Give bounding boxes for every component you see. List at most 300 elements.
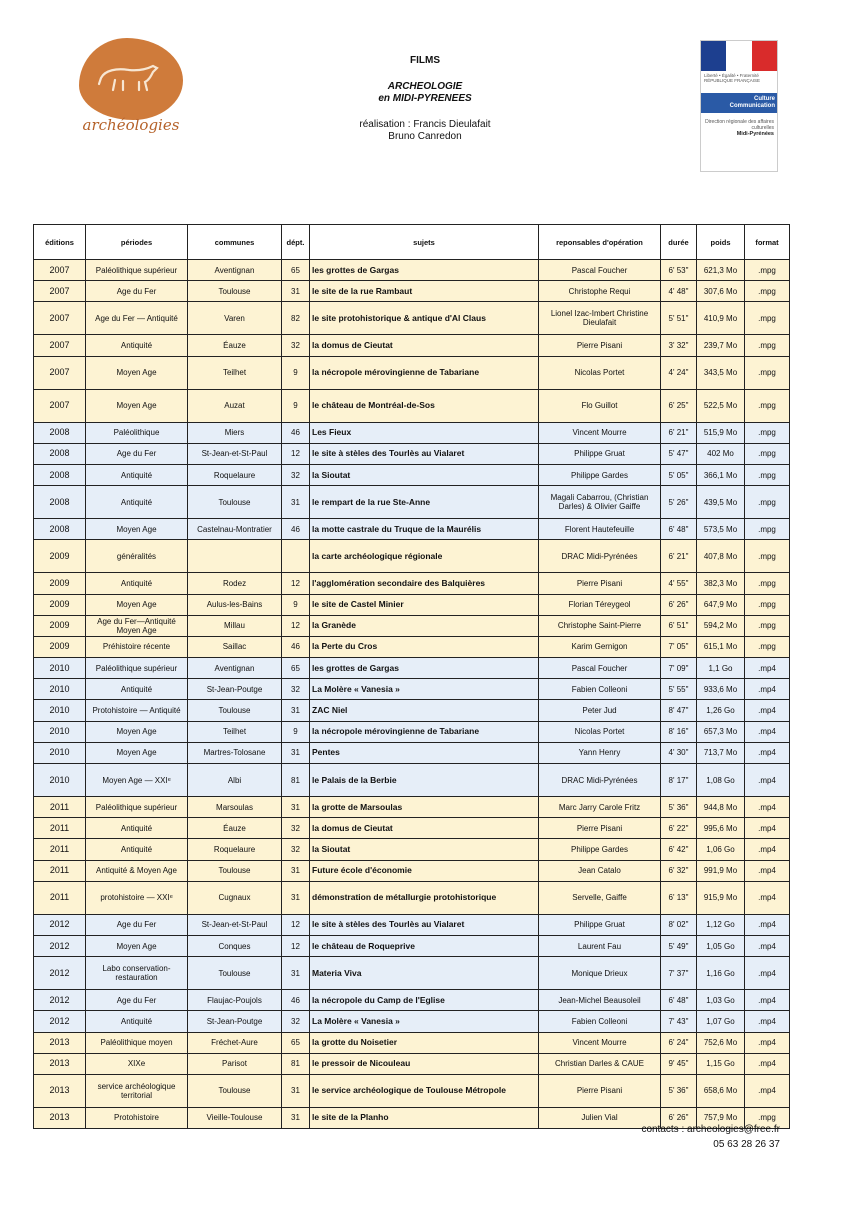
cell-responsable: Yann Henry	[539, 742, 661, 763]
cell-edition: 2008	[34, 422, 86, 443]
cell-sujet: le service archéologique de Toulouse Métropole	[310, 1074, 539, 1107]
cell-periode: Moyen Age	[86, 389, 188, 422]
cell-duree: 6' 53"	[661, 260, 697, 281]
cell-responsable: Philippe Gruat	[539, 914, 661, 935]
cell-dept: 31	[282, 486, 310, 519]
cell-sujet: la domus de Cieutat	[310, 818, 539, 839]
cell-dept: 31	[282, 742, 310, 763]
cell-responsable: DRAC Midi-Pyrénées	[539, 764, 661, 797]
cell-dept: 9	[282, 356, 310, 389]
cell-periode: Age du Fer	[86, 990, 188, 1011]
cell-periode: Antiquité	[86, 486, 188, 519]
cell-poids: 944,8 Mo	[697, 797, 745, 818]
cell-duree: 6' 32"	[661, 860, 697, 881]
cell-sujet: le château de Roqueprive	[310, 935, 539, 956]
cell-periode: Moyen Age	[86, 742, 188, 763]
cell-commune: St-Jean-Poutge	[188, 1011, 282, 1032]
cell-responsable: Fabien Colleoni	[539, 1011, 661, 1032]
cell-duree: 6' 13"	[661, 881, 697, 914]
cell-edition: 2011	[34, 797, 86, 818]
cell-responsable: Pascal Foucher	[539, 260, 661, 281]
cell-periode: Labo conservation-restauration	[86, 957, 188, 990]
cell-periode: Paléolithique supérieur	[86, 260, 188, 281]
cell-sujet: Materia Viva	[310, 957, 539, 990]
cell-edition: 2007	[34, 302, 86, 335]
table-row	[34, 519, 790, 540]
cell-edition: 2010	[34, 679, 86, 700]
cell-dept: 82	[282, 302, 310, 335]
cell-format: .mp4	[745, 721, 790, 742]
cell-sujet: la Sioutat	[310, 839, 539, 860]
cell-edition: 2007	[34, 389, 86, 422]
cell-duree: 6' 26"	[661, 1107, 697, 1128]
cell-duree: 5' 55"	[661, 679, 697, 700]
cell-periode: Moyen Age	[86, 935, 188, 956]
cell-format: .mpg	[745, 260, 790, 281]
cell-edition: 2011	[34, 818, 86, 839]
header-responsable: reponsables d'opération	[539, 225, 661, 260]
ministry-logo	[700, 40, 778, 172]
cell-commune: Éauze	[188, 818, 282, 839]
cell-dept: 32	[282, 839, 310, 860]
table-row	[34, 860, 790, 881]
cell-format: .mp4	[745, 679, 790, 700]
cell-responsable: Pierre Pisani	[539, 1074, 661, 1107]
cell-responsable: Karim Gernigon	[539, 636, 661, 657]
cell-duree: 5' 05"	[661, 464, 697, 485]
cell-format: .mp4	[745, 990, 790, 1011]
cell-edition: 2012	[34, 990, 86, 1011]
cell-dept: 81	[282, 1053, 310, 1074]
cell-commune: Aventignan	[188, 260, 282, 281]
cell-dept: 65	[282, 260, 310, 281]
cell-periode: Moyen Age	[86, 721, 188, 742]
cell-responsable: Vincent Mourre	[539, 1032, 661, 1053]
cell-commune: Toulouse	[188, 700, 282, 721]
cell-commune: Fréchet-Aure	[188, 1032, 282, 1053]
cell-format: .mp4	[745, 797, 790, 818]
cell-commune: St-Jean-et-St-Paul	[188, 443, 282, 464]
cell-format: .mpg	[745, 1107, 790, 1128]
cell-responsable: Christian Darles & CAUE	[539, 1053, 661, 1074]
cell-edition: 2013	[34, 1053, 86, 1074]
cell-sujet: les grottes de Gargas	[310, 658, 539, 679]
table-row	[34, 990, 790, 1011]
cell-duree: 6' 42"	[661, 839, 697, 860]
cell-commune: Aventignan	[188, 658, 282, 679]
cell-periode: Paléolithique supérieur	[86, 658, 188, 679]
cell-poids: 752,6 Mo	[697, 1032, 745, 1053]
cell-dept: 65	[282, 658, 310, 679]
table-row	[34, 281, 790, 302]
cell-poids: 1,12 Go	[697, 914, 745, 935]
cell-edition: 2009	[34, 636, 86, 657]
cell-duree: 5' 49"	[661, 935, 697, 956]
cell-commune: Miers	[188, 422, 282, 443]
cell-dept: 31	[282, 1074, 310, 1107]
cell-poids: 382,3 Mo	[697, 573, 745, 594]
cell-edition: 2009	[34, 540, 86, 573]
cell-poids: 402 Mo	[697, 443, 745, 464]
header-films: FILMS	[410, 55, 440, 66]
cell-commune: Roquelaure	[188, 839, 282, 860]
cell-responsable: Julien Vial	[539, 1107, 661, 1128]
cell-periode: Moyen Age — XXIᵉ	[86, 764, 188, 797]
table-row	[34, 818, 790, 839]
cell-commune: Teilhet	[188, 356, 282, 389]
cell-poids: 1,05 Go	[697, 935, 745, 956]
cell-periode: Age du Fer	[86, 443, 188, 464]
cell-sujet: le site de la rue Rambaut	[310, 281, 539, 302]
cell-responsable: Philippe Gardes	[539, 839, 661, 860]
cell-periode: Antiquité	[86, 573, 188, 594]
cell-responsable: Nicolas Portet	[539, 721, 661, 742]
cell-periode: Protohistoire — Antiquité	[86, 700, 188, 721]
cell-commune: St-Jean-Poutge	[188, 679, 282, 700]
table-row	[34, 957, 790, 990]
cell-poids: 615,1 Mo	[697, 636, 745, 657]
cell-dept: 32	[282, 335, 310, 356]
cell-dept: 9	[282, 389, 310, 422]
cell-format: .mp4	[745, 658, 790, 679]
cell-commune: St-Jean-et-St-Paul	[188, 914, 282, 935]
cell-edition: 2010	[34, 658, 86, 679]
cell-responsable: DRAC Midi-Pyrénées	[539, 540, 661, 573]
table-row	[34, 260, 790, 281]
header-edition: éditions	[34, 225, 86, 260]
table-row	[34, 742, 790, 763]
cell-format: .mpg	[745, 540, 790, 573]
table-row	[34, 1074, 790, 1107]
cell-poids: 407,8 Mo	[697, 540, 745, 573]
cell-format: .mp4	[745, 742, 790, 763]
cell-dept: 12	[282, 914, 310, 935]
table-row	[34, 540, 790, 573]
table-row	[34, 797, 790, 818]
cell-dept: 31	[282, 881, 310, 914]
table-row	[34, 356, 790, 389]
cell-commune: Millau	[188, 615, 282, 636]
cell-periode: Paléolithique moyen	[86, 1032, 188, 1053]
cell-edition: 2007	[34, 335, 86, 356]
header-dept: dépt.	[282, 225, 310, 260]
cell-dept: 31	[282, 797, 310, 818]
cell-poids: 410,9 Mo	[697, 302, 745, 335]
cell-format: .mp4	[745, 1011, 790, 1032]
cell-format: .mpg	[745, 594, 790, 615]
cell-commune: Martres-Tolosane	[188, 742, 282, 763]
cell-periode: Moyen Age	[86, 356, 188, 389]
cell-periode: Age du Fer	[86, 914, 188, 935]
cell-sujet: le site de Castel Minier	[310, 594, 539, 615]
cell-periode: Moyen Age	[86, 594, 188, 615]
cell-responsable: Christophe Saint-Pierre	[539, 615, 661, 636]
cell-duree: 7' 09"	[661, 658, 697, 679]
cell-periode: Protohistoire	[86, 1107, 188, 1128]
table-row	[34, 1032, 790, 1053]
cell-dept: 12	[282, 573, 310, 594]
cell-periode: Paléolithique	[86, 422, 188, 443]
contacts	[560, 1122, 780, 1152]
cell-poids: 995,6 Mo	[697, 818, 745, 839]
table-row	[34, 679, 790, 700]
cell-edition: 2007	[34, 281, 86, 302]
cell-duree: 6' 48"	[661, 519, 697, 540]
cell-poids: 621,3 Mo	[697, 260, 745, 281]
cell-commune: Toulouse	[188, 860, 282, 881]
cell-sujet: la motte castrale du Truque de la Maurélis	[310, 519, 539, 540]
document-header	[300, 55, 550, 143]
cell-sujet: le château de Montréal-de-Sos	[310, 389, 539, 422]
cell-edition: 2011	[34, 839, 86, 860]
cell-commune: Saillac	[188, 636, 282, 657]
cell-dept: 12	[282, 615, 310, 636]
cell-format: .mp4	[745, 764, 790, 797]
cell-responsable: Christophe Requi	[539, 281, 661, 302]
cell-poids: 343,5 Mo	[697, 356, 745, 389]
cell-edition: 2012	[34, 957, 86, 990]
cell-periode: Antiquité	[86, 679, 188, 700]
cell-edition: 2012	[34, 914, 86, 935]
cell-format: .mpg	[745, 389, 790, 422]
cell-dept: 31	[282, 700, 310, 721]
cell-commune: Varen	[188, 302, 282, 335]
cell-periode: Antiquité	[86, 839, 188, 860]
table-row	[34, 335, 790, 356]
cell-sujet: la domus de Cieutat	[310, 335, 539, 356]
cell-duree: 8' 02"	[661, 914, 697, 935]
cell-dept: 32	[282, 464, 310, 485]
cell-duree: 8' 47"	[661, 700, 697, 721]
cell-edition: 2010	[34, 764, 86, 797]
cell-dept: 31	[282, 860, 310, 881]
cell-periode: généralités	[86, 540, 188, 573]
cell-duree: 8' 17"	[661, 764, 697, 797]
cell-sujet: Les Fieux	[310, 422, 539, 443]
cell-poids: 1,16 Go	[697, 957, 745, 990]
cell-format: .mpg	[745, 519, 790, 540]
cell-commune: Conques	[188, 935, 282, 956]
cell-responsable: Philippe Gruat	[539, 443, 661, 464]
cell-edition: 2007	[34, 260, 86, 281]
cell-poids: 1,26 Go	[697, 700, 745, 721]
cell-format: .mpg	[745, 281, 790, 302]
cell-commune: Toulouse	[188, 281, 282, 302]
cell-responsable: Florent Hautefeuille	[539, 519, 661, 540]
cell-dept: 12	[282, 935, 310, 956]
cell-format: .mpg	[745, 443, 790, 464]
cell-commune: Teilhet	[188, 721, 282, 742]
cell-sujet: la carte archéologique régionale	[310, 540, 539, 573]
cell-poids: 439,5 Mo	[697, 486, 745, 519]
cell-duree: 6' 24"	[661, 1032, 697, 1053]
cell-duree: 5' 47"	[661, 443, 697, 464]
cell-sujet: Future école d'économie	[310, 860, 539, 881]
cell-responsable: Servelle, Gaiffe	[539, 881, 661, 914]
table-body	[34, 260, 790, 1129]
cell-edition: 2012	[34, 935, 86, 956]
cell-commune: Aulus-les-Bains	[188, 594, 282, 615]
table-row	[34, 594, 790, 615]
cell-commune: Albi	[188, 764, 282, 797]
cell-sujet: démonstration de métallurgie protohistorique	[310, 881, 539, 914]
header-periode: périodes	[86, 225, 188, 260]
cell-poids: 1,07 Go	[697, 1011, 745, 1032]
header-duree: durée	[661, 225, 697, 260]
cell-duree: 6' 22"	[661, 818, 697, 839]
cell-sujet: le Palais de la Berbie	[310, 764, 539, 797]
cell-poids: 757,9 Mo	[697, 1107, 745, 1128]
cell-edition: 2008	[34, 486, 86, 519]
cell-sujet: la Granède	[310, 615, 539, 636]
cell-responsable: Monique Drieux	[539, 957, 661, 990]
cell-duree: 3' 32"	[661, 335, 697, 356]
cell-dept: 12	[282, 443, 310, 464]
cell-responsable: Vincent Mourre	[539, 422, 661, 443]
cell-periode: Moyen Age	[86, 519, 188, 540]
table-row	[34, 573, 790, 594]
cell-poids: 307,6 Mo	[697, 281, 745, 302]
cell-sujet: la grotte de Marsoulas	[310, 797, 539, 818]
table-header-row	[34, 225, 790, 260]
region-text: Midi-Pyrénées	[736, 131, 774, 137]
cell-responsable: Pierre Pisani	[539, 818, 661, 839]
cell-sujet: La Molère « Vanesia »	[310, 679, 539, 700]
cell-edition: 2013	[34, 1074, 86, 1107]
table-row	[34, 1011, 790, 1032]
logo-text: archéologies	[82, 116, 180, 134]
cell-format: .mp4	[745, 860, 790, 881]
table-row	[34, 764, 790, 797]
table-row	[34, 422, 790, 443]
cell-dept: 31	[282, 281, 310, 302]
cell-periode: protohistoire — XXIᵉ	[86, 881, 188, 914]
table-row	[34, 658, 790, 679]
cell-sujet: la Sioutat	[310, 464, 539, 485]
cell-dept	[282, 540, 310, 573]
cell-commune: Éauze	[188, 335, 282, 356]
cell-commune: Marsoulas	[188, 797, 282, 818]
cell-commune: Flaujac-Poujols	[188, 990, 282, 1011]
cell-responsable: Flo Guillot	[539, 389, 661, 422]
cell-poids: 658,6 Mo	[697, 1074, 745, 1107]
cell-duree: 4' 55"	[661, 573, 697, 594]
cell-commune: Toulouse	[188, 486, 282, 519]
table-row	[34, 389, 790, 422]
cell-sujet: l'agglomération secondaire des Balquières	[310, 573, 539, 594]
cell-responsable: Pascal Foucher	[539, 658, 661, 679]
cell-duree: 8' 16"	[661, 721, 697, 742]
cell-poids: 915,9 Mo	[697, 881, 745, 914]
cell-edition: 2009	[34, 573, 86, 594]
cell-poids: 657,3 Mo	[697, 721, 745, 742]
cell-edition: 2009	[34, 615, 86, 636]
cell-periode: Paléolithique supérieur	[86, 797, 188, 818]
table-row	[34, 615, 790, 636]
cell-duree: 4' 48"	[661, 281, 697, 302]
republique-francaise-text: Liberté • Égalité • Fraternité RÉPUBLIQUE FRANÇAISE	[704, 73, 761, 83]
cell-format: .mpg	[745, 636, 790, 657]
header-format: format	[745, 225, 790, 260]
cell-poids: 573,5 Mo	[697, 519, 745, 540]
cell-format: .mpg	[745, 356, 790, 389]
cell-dept: 32	[282, 1011, 310, 1032]
cell-poids: 239,7 Mo	[697, 335, 745, 356]
cell-edition: 2008	[34, 519, 86, 540]
cell-dept: 46	[282, 422, 310, 443]
table-row	[34, 1053, 790, 1074]
cell-dept: 32	[282, 679, 310, 700]
cell-duree: 6' 21"	[661, 540, 697, 573]
cell-edition: 2008	[34, 464, 86, 485]
cell-duree: 5' 36"	[661, 797, 697, 818]
cell-sujet: les grottes de Gargas	[310, 260, 539, 281]
cell-format: .mp4	[745, 700, 790, 721]
cell-commune: Auzat	[188, 389, 282, 422]
tricolor-band	[701, 41, 777, 71]
cell-format: .mpg	[745, 464, 790, 485]
cell-poids: 366,1 Mo	[697, 464, 745, 485]
cell-commune: Vieille-Toulouse	[188, 1107, 282, 1128]
cell-responsable: Pierre Pisani	[539, 335, 661, 356]
cell-poids: 522,5 Mo	[697, 389, 745, 422]
table-row	[34, 464, 790, 485]
table-row	[34, 636, 790, 657]
cell-duree: 7' 05"	[661, 636, 697, 657]
cell-periode: Antiquité	[86, 464, 188, 485]
cell-format: .mpg	[745, 335, 790, 356]
cell-edition: 2008	[34, 443, 86, 464]
cell-commune: Toulouse	[188, 957, 282, 990]
cell-responsable: Laurent Fau	[539, 935, 661, 956]
cell-duree: 5' 36"	[661, 1074, 697, 1107]
cell-dept: 81	[282, 764, 310, 797]
cell-edition: 2011	[34, 881, 86, 914]
cell-duree: 6' 21"	[661, 422, 697, 443]
cell-edition: 2012	[34, 1011, 86, 1032]
cell-duree: 7' 37"	[661, 957, 697, 990]
cell-duree: 6' 26"	[661, 594, 697, 615]
cell-responsable: Philippe Gardes	[539, 464, 661, 485]
cell-format: .mp4	[745, 957, 790, 990]
cell-periode: Age du Fer—Antiquité Moyen Age	[86, 615, 188, 636]
cell-format: .mpg	[745, 486, 790, 519]
cell-sujet: le pressoir de Nicouleau	[310, 1053, 539, 1074]
cell-poids: 1,1 Go	[697, 658, 745, 679]
cell-sujet: Pentes	[310, 742, 539, 763]
header-poids: poids	[697, 225, 745, 260]
table-row	[34, 935, 790, 956]
cell-dept: 9	[282, 721, 310, 742]
cell-dept: 46	[282, 990, 310, 1011]
cell-poids: 1,03 Go	[697, 990, 745, 1011]
cell-edition: 2007	[34, 356, 86, 389]
cell-format: .mp4	[745, 1053, 790, 1074]
cell-edition: 2013	[34, 1107, 86, 1128]
table-row	[34, 302, 790, 335]
header-commune: communes	[188, 225, 282, 260]
table-row	[34, 721, 790, 742]
direction-block	[701, 113, 777, 137]
cell-sujet: la nécropole mérovingienne de Tabariane	[310, 721, 539, 742]
cell-duree: 6' 51"	[661, 615, 697, 636]
cell-responsable: Magali Cabarrou, (Christian Darles) & Olivier Gaiffe	[539, 486, 661, 519]
cell-edition: 2010	[34, 742, 86, 763]
cell-commune: Castelnau-Montratier	[188, 519, 282, 540]
horse-cave-painting-icon	[95, 58, 165, 98]
cell-responsable: Fabien Colleoni	[539, 679, 661, 700]
header-credit-2: Bruno Canredon	[388, 131, 462, 142]
